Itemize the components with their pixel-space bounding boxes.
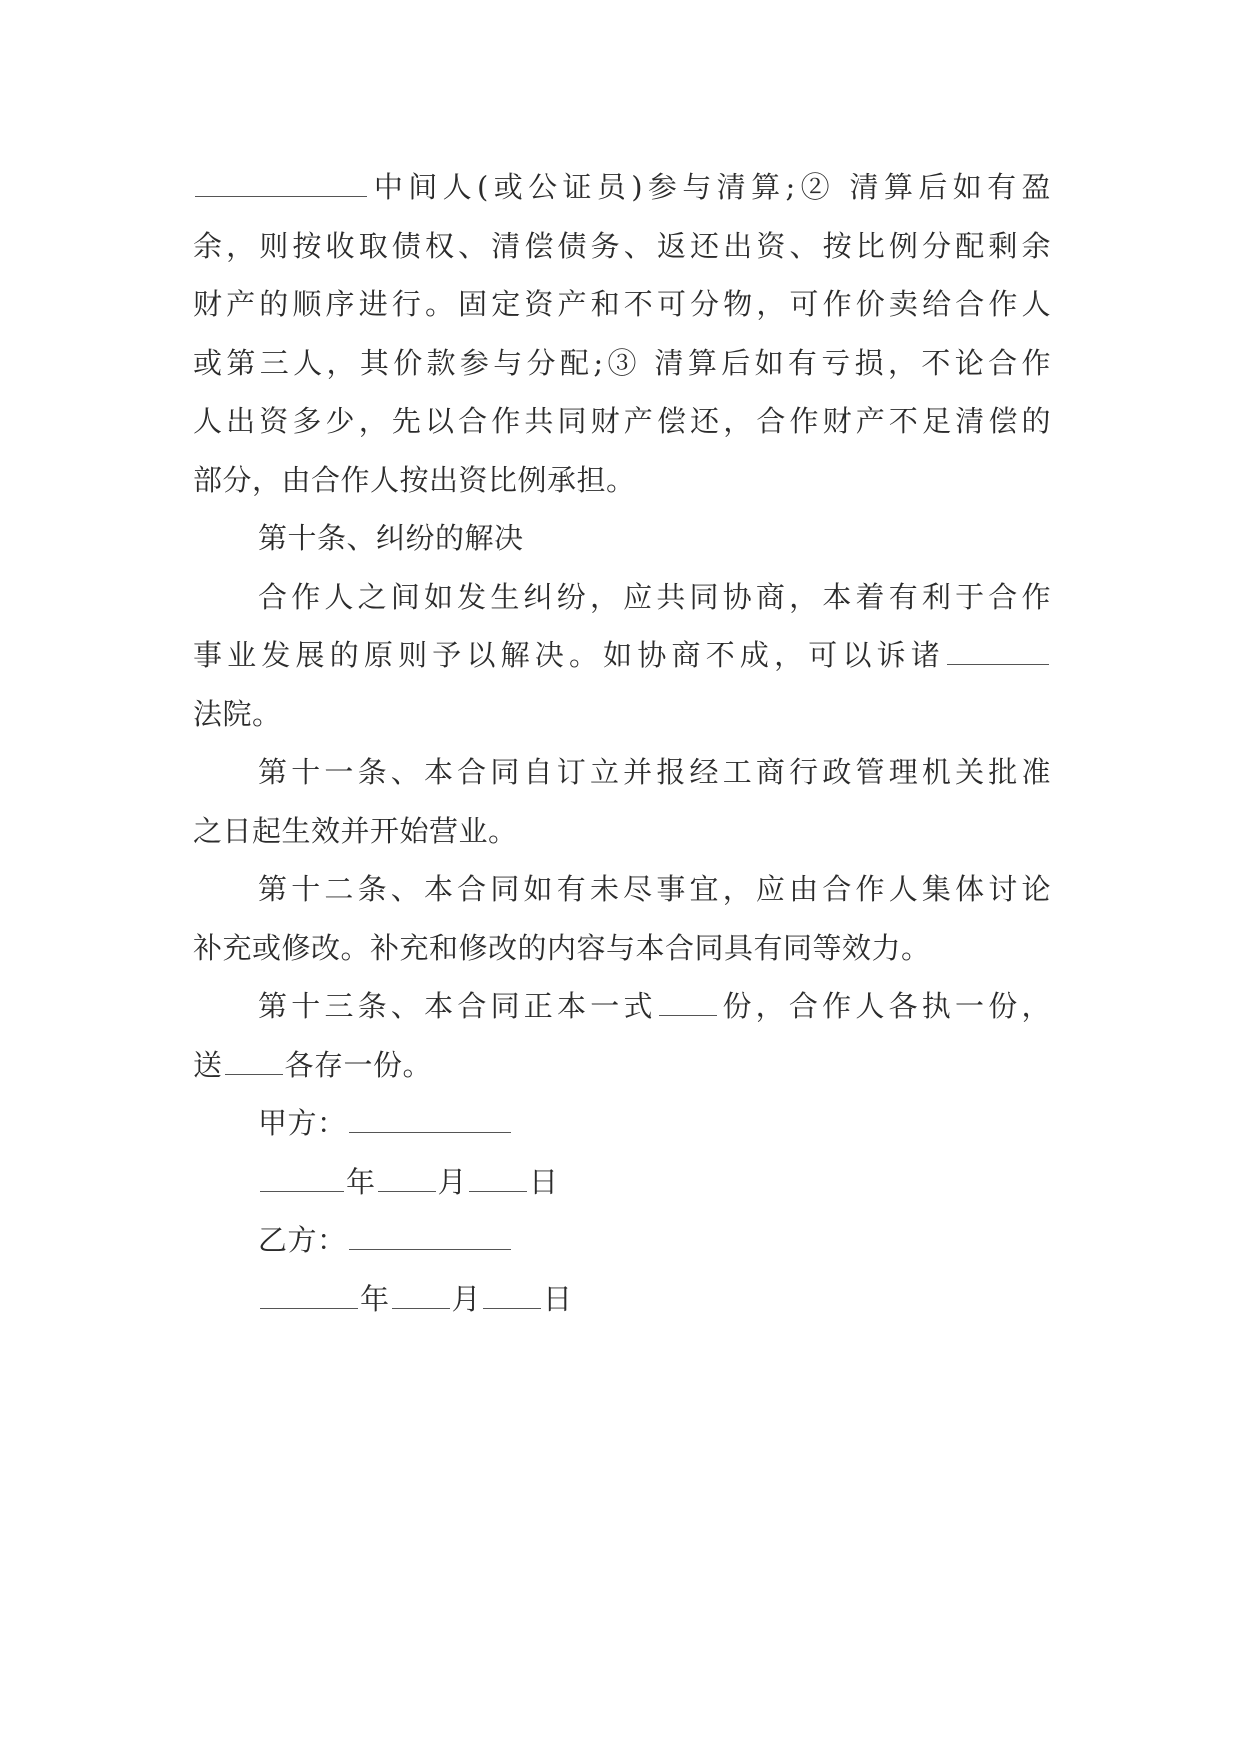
year-label: 年 [346,1164,376,1199]
month-blank [392,1308,450,1309]
line-text: 第十一条、本合同自订立并报经工商行政管理机关批准 [258,755,1051,789]
line-text: 份，合作人各执一份， [718,989,1051,1023]
paragraph-line [193,977,1051,1036]
line-text: 财产的顺序进行。固定资产和不可分物，可作价卖给合作人 [193,287,1051,321]
heading-text: 第十条、纠纷的解决 [258,521,524,555]
line-text: 合作人之间如发生纠纷，应共同协商，本着有利于合作 [258,579,1051,614]
fill-blank [947,664,1049,665]
document-page [193,158,1051,1328]
party-b-date [193,1270,1051,1329]
fill-blank [195,196,367,197]
line-text: 人出资多少，先以合作共同财产偿还，合作财产不足清偿的 [193,404,1051,438]
year-blank [260,1308,358,1309]
article-heading [193,509,1051,568]
paragraph-line [193,919,1051,978]
month-label: 月 [451,1281,482,1316]
year-blank [260,1191,344,1192]
party-a-line [193,1094,1051,1153]
party-b-label: 乙方： [258,1223,347,1257]
line-text: 送 [193,1047,223,1082]
paragraph-line [193,217,1051,276]
paragraph-line [193,685,1051,744]
party-a-date [193,1153,1051,1212]
line-text: 或第三人，其价款参与分配;③ 清算后如有亏损，不论合作 [193,345,1051,380]
day-blank [469,1191,527,1192]
day-blank [483,1308,541,1309]
line-text: 法院。 [193,696,282,731]
line-text: 部分，由合作人按出资比例承担。 [193,462,636,497]
paragraph-line [193,275,1051,334]
paragraph-line [193,802,1051,861]
paragraph-line [193,743,1051,802]
party-a-label: 甲方： [258,1106,347,1140]
paragraph-line [193,392,1051,451]
paragraph-line [193,626,1051,685]
party-b-line [193,1211,1051,1270]
line-text: 第十三条、本合同正本一式 [258,989,657,1023]
line-text: 中间人(或公证员)参与清算;② 清算后如有盈 [369,170,1051,204]
line-text: 各存一份。 [284,1047,433,1082]
paragraph-line [193,860,1051,919]
month-label: 月 [437,1164,468,1199]
line-text: 之日起生效并开始营业。 [193,813,518,848]
paragraph-line [193,334,1051,393]
month-blank [378,1191,436,1192]
paragraph-line [193,568,1051,627]
paragraph-line [193,451,1051,510]
paragraph-line [193,158,1051,217]
line-text: 补充或修改。补充和修改的内容与本合同具有同等效力。 [193,930,931,965]
party-b-blank [349,1249,511,1250]
day-label: 日 [529,1164,559,1199]
paragraph-line [193,1036,1051,1095]
line-text: 第十二条、本合同如有未尽事宜，应由合作人集体讨论 [258,872,1051,906]
fill-blank [225,1074,283,1075]
line-text: 事业发展的原则予以解决。如协商不成，可以诉诸 [193,638,945,672]
fill-blank [659,1015,717,1016]
line-text: 余，则按收取债权、清偿债务、返还出资、按比例分配剩余 [193,228,1051,263]
day-label: 日 [543,1281,573,1316]
party-a-blank [349,1132,511,1133]
year-label: 年 [360,1281,390,1316]
